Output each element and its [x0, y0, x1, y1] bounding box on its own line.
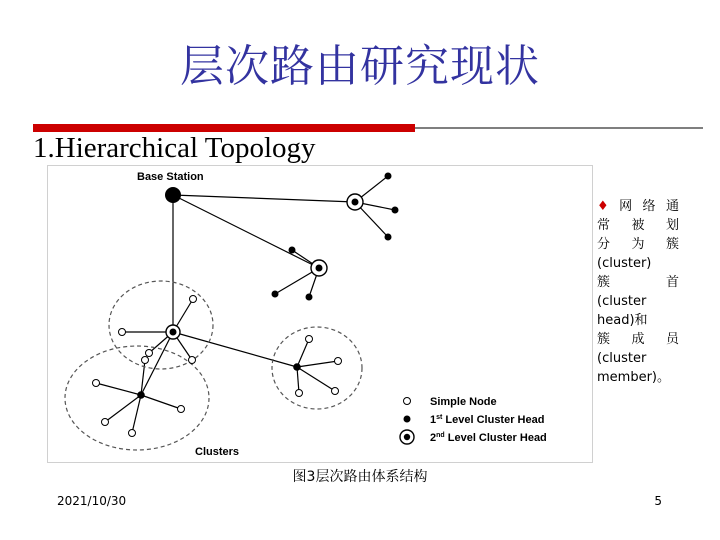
footer-date: 2021/10/30 — [57, 494, 127, 508]
side-note-line-8: 簇 成 员 — [597, 332, 679, 347]
side-note-line-9: (cluster — [597, 351, 647, 366]
side-note-line-3: 分 为 簇 — [597, 237, 679, 252]
title-divider-line — [415, 127, 703, 129]
side-note — [597, 197, 679, 387]
slide-title: 层次路由研究现状 — [180, 41, 540, 92]
clusters-label: Clusters — [195, 446, 240, 458]
bullet-icon: ♦ — [597, 199, 620, 214]
legend-first-label: 1st Level Cluster Head — [430, 414, 545, 426]
central-cluster-head — [166, 325, 180, 339]
side-note-line-2: 常 被 划 — [597, 218, 679, 233]
side-note-line-10: member)。 — [597, 370, 670, 385]
side-note-line-1: ♦网络通 — [597, 199, 679, 214]
hierarchical-topology-diagram — [47, 165, 593, 463]
legend-first-symbol — [404, 416, 411, 423]
legend-simple-label: Simple Node — [430, 396, 497, 408]
page-number: 5 — [654, 494, 662, 508]
side-note-line-4: (cluster) — [597, 256, 652, 271]
legend-second-label: 2nd Level Cluster Head — [430, 432, 547, 444]
title-divider-accent — [33, 124, 415, 132]
side-note-line-7: head)和 — [597, 313, 648, 328]
section-heading: 1.Hierarchical Topology — [33, 132, 316, 164]
legend-simple-symbol — [404, 398, 411, 405]
figure-caption: 图3层次路由体系结构 — [292, 469, 428, 485]
base-station-node — [165, 187, 181, 203]
base-station-label: Base Station — [137, 171, 204, 183]
side-note-line-6: (cluster — [597, 294, 647, 309]
side-note-line-5: 簇 首 — [597, 275, 679, 290]
